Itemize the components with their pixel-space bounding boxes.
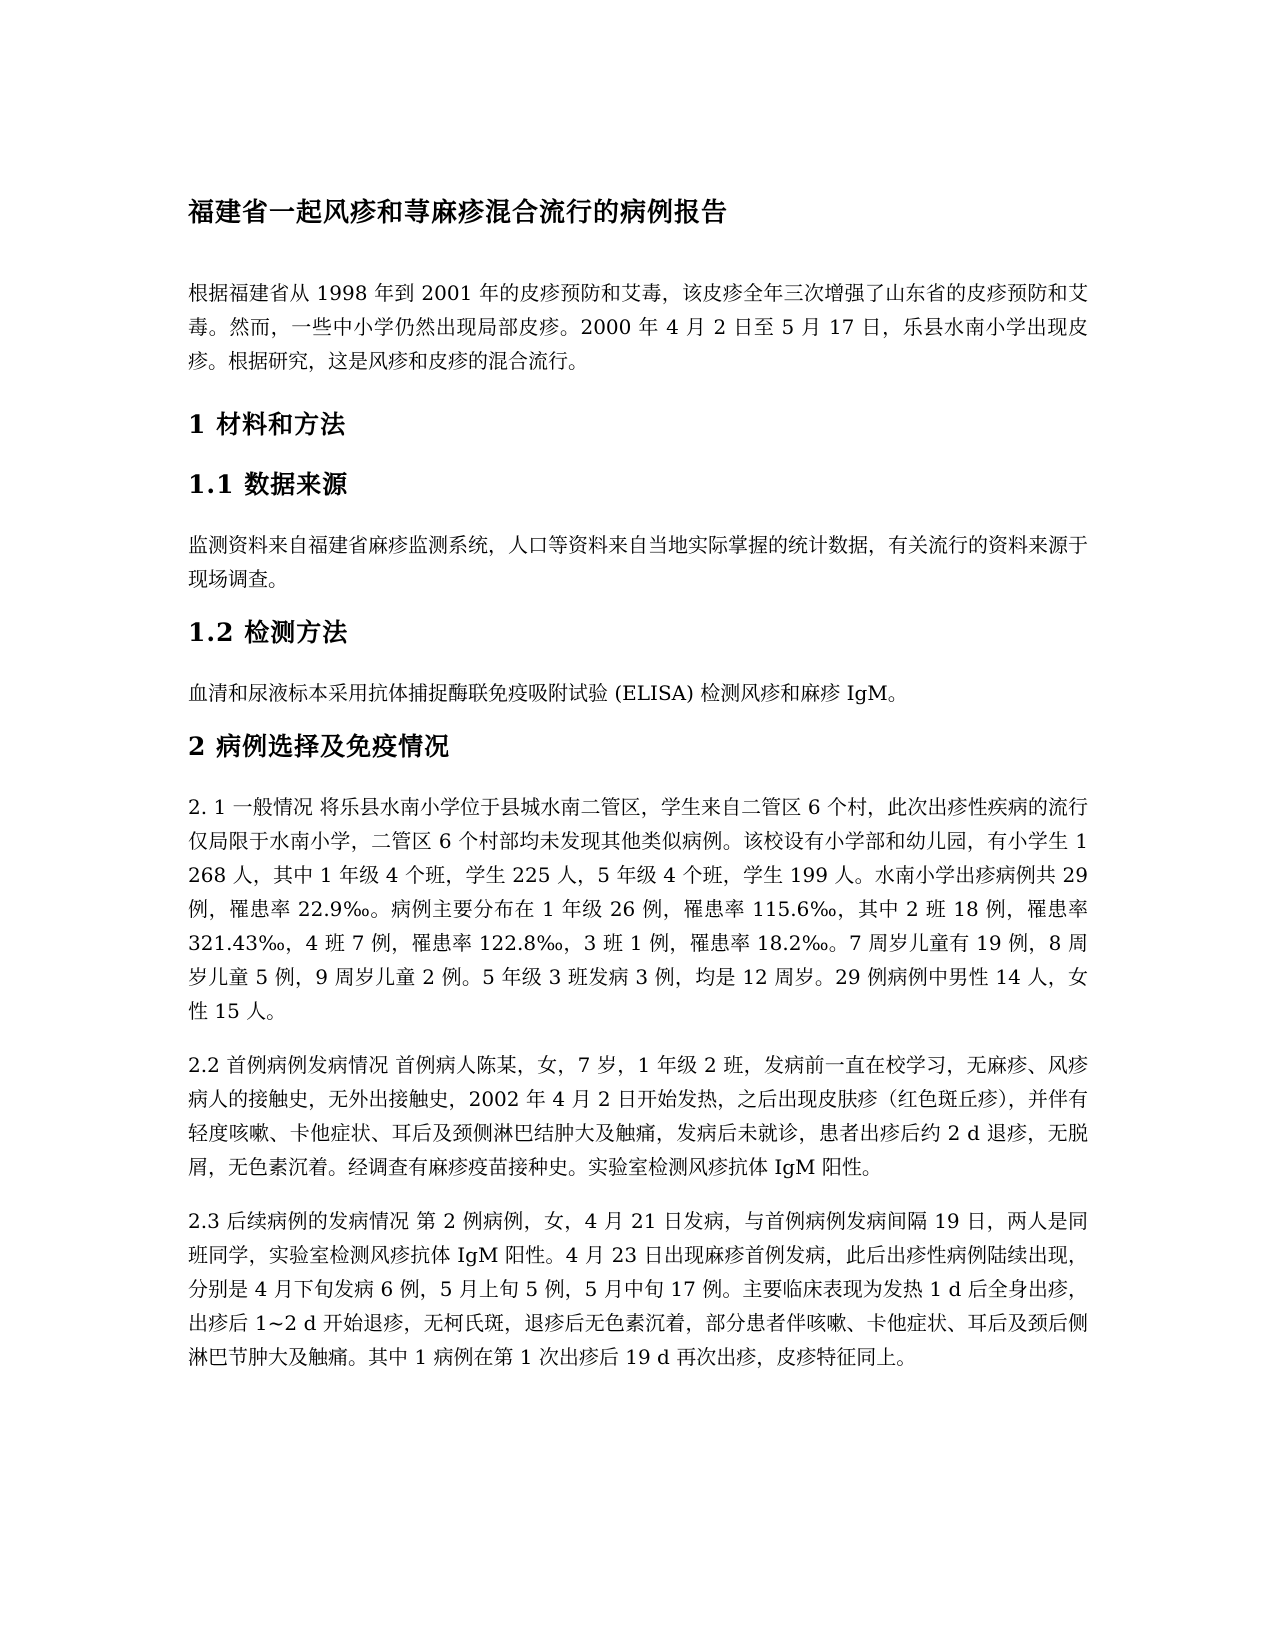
subsection-heading-detection-method: 1.2 检测方法 (188, 618, 349, 647)
general-situation-paragraph: 2. 1 一般情况 将乐县水南小学位于县城水南二管区，学生来自二管区 6 个村，此次出疹性疾病的流行仅局限于水南小学，二管区 6 个村部均未发现其他类似病例。该校设有小学部和幼儿园，有小学生 1 268 人，其中 1 年级 4 个班，学生 225 人，5 年级 4 个班，学生 199 人。水南小学出疹病例共 29 例，罹患率 22.9‰。病例主要分布在 1 年级 26 例，罹患率 115.6‰，其中 2 班 18 例，罹患率 321.43‰，4 班 7 例，罹患率 122.8‰，3 班 1 例，罹患率 18.2‰。7 周岁儿童有 19 例，8 周岁儿童 5 例，9 周岁儿童 2 例。5 年级 3 班发病 3 例，均是 12 周岁。29 例病例中男性 14 人，女性 15 人。 (188, 795, 1088, 1023)
detection-method-paragraph: 血清和尿液标本采用抗体捕捉酶联免疫吸附试验 (ELISA) 检测风疹和麻疹 IgM。 (188, 681, 908, 705)
intro-paragraph: 根据福建省从 1998 年到 2001 年的皮疹预防和艾毒，该皮疹全年三次增强了山东省的皮疹预防和艾毒。然而，一些中小学仍然出现局部皮疹。2000 年 4 月 2 日至 5 月 17 日，乐县水南小学出现皮疹。根据研究，这是风疹和皮疹的混合流行。 (188, 281, 1088, 373)
document-title: 福建省一起风疹和荨麻疹混合流行的病例报告 (188, 198, 729, 228)
subsequent-cases-paragraph: 2.3 后续病例的发病情况 第 2 例病例，女，4 月 21 日发病，与首例病例发病间隔 19 日，两人是同班同学，实验室检测风疹抗体 IgM 阳性。4 月 23 日出现麻疹首例发病，此后出疹性病例陆续出现，分别是 4 月下旬发病 6 例，5 月上旬 5 例，5 月中旬 17 例。主要临床表现为发热 1 d 后全身出疹，出疹后 1~2 d 开始退疹，无柯氏斑，退疹后无色素沉着，部分患者伴咳嗽、卡他症状、耳后及颈后侧淋巴节肿大及触痛。其中 1 病例在第 1 次出疹后 19 d 再次出疹，皮疹特征同上。 (188, 1209, 1088, 1369)
data-source-paragraph: 监测资料来自福建省麻疹监测系统，人口等资料来自当地实际掌握的统计数据，有关流行的资料来源于现场调查。 (188, 533, 1088, 591)
subsection-heading-data-source: 1.1 数据来源 (188, 470, 349, 499)
document-page (188, 196, 1088, 1394)
section-heading-materials-methods: 1 材料和方法 (188, 410, 347, 439)
section-heading-case-selection: 2 病例选择及免疫情况 (188, 732, 451, 761)
first-case-paragraph: 2.2 首例病例发病情况 首例病人陈某，女，7 岁，1 年级 2 班，发病前一直在校学习，无麻疹、风疹病人的接触史，无外出接触史，2002 年 4 月 2 日开始发热，之后出现皮肤疹（红色斑丘疹），并伴有轻度咳嗽、卡他症状、耳后及颈侧淋巴结肿大及触痛，发病后未就诊，患者出疹后约 2 d 退疹，无脱屑，无色素沉着。经调查有麻疹疫苗接种史。实验室检测风疹抗体 IgM 阳性。 (188, 1053, 1088, 1179)
